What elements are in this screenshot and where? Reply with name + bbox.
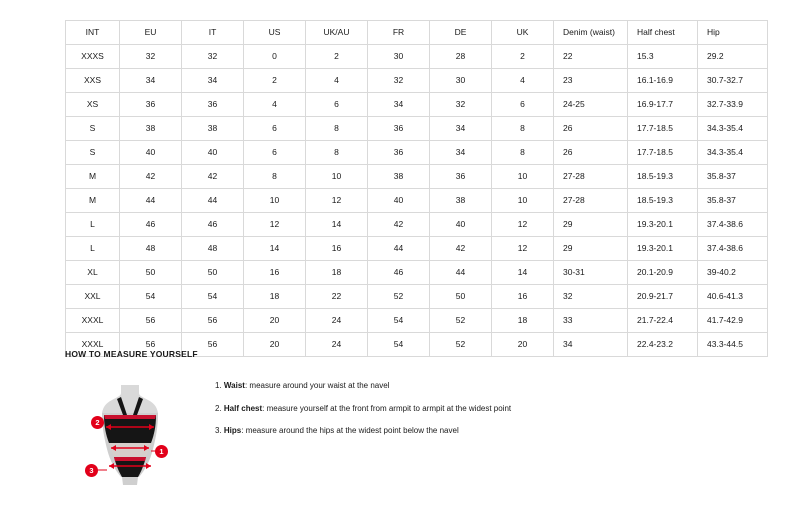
cell-it: 56 <box>182 309 244 333</box>
cell-fr: 46 <box>368 261 430 285</box>
cell-denim: 26 <box>554 117 628 141</box>
cell-fr: 54 <box>368 333 430 357</box>
cell-de: 44 <box>430 261 492 285</box>
how-to-measure-body <box>65 369 765 499</box>
cell-fr: 54 <box>368 309 430 333</box>
cell-half-chest: 20.9-21.7 <box>628 285 698 309</box>
cell-half-chest: 16.9-17.7 <box>628 93 698 117</box>
column-header-us: US <box>244 21 306 45</box>
cell-uk: 14 <box>492 261 554 285</box>
cell-uk-au: 8 <box>306 141 368 165</box>
table-row <box>66 213 768 237</box>
cell-uk-au: 24 <box>306 333 368 357</box>
cell-us: 10 <box>244 189 306 213</box>
cell-hip: 35.8-37 <box>698 189 768 213</box>
cell-hip: 30.7-32.7 <box>698 69 768 93</box>
cell-uk: 10 <box>492 189 554 213</box>
cell-denim: 30-31 <box>554 261 628 285</box>
cell-de: 34 <box>430 117 492 141</box>
cell-uk: 6 <box>492 93 554 117</box>
cell-it: 56 <box>182 333 244 357</box>
column-header-de: DE <box>430 21 492 45</box>
step-term-1: Waist <box>223 381 245 390</box>
cell-int: XXS <box>66 69 120 93</box>
cell-us: 6 <box>244 141 306 165</box>
cell-eu: 56 <box>120 309 182 333</box>
step-number-1: 1. <box>215 381 222 390</box>
cell-uk: 12 <box>492 237 554 261</box>
column-header-it: IT <box>182 21 244 45</box>
cell-hip: 41.7-42.9 <box>698 309 768 333</box>
cell-hip: 39-40.2 <box>698 261 768 285</box>
cell-uk-au: 8 <box>306 117 368 141</box>
column-header-int: INT <box>66 21 120 45</box>
cell-eu: 48 <box>120 237 182 261</box>
cell-denim: 27-28 <box>554 165 628 189</box>
cell-denim: 29 <box>554 213 628 237</box>
cell-half-chest: 19.3-20.1 <box>628 237 698 261</box>
table-row <box>66 261 768 285</box>
cell-fr: 36 <box>368 141 430 165</box>
cell-fr: 42 <box>368 213 430 237</box>
column-header-half-chest: Half chest <box>628 21 698 45</box>
cell-us: 4 <box>244 93 306 117</box>
cell-eu: 44 <box>120 189 182 213</box>
cell-uk-au: 12 <box>306 189 368 213</box>
cell-it: 34 <box>182 69 244 93</box>
cell-uk-au: 18 <box>306 261 368 285</box>
cell-de: 52 <box>430 309 492 333</box>
cell-int: M <box>66 189 120 213</box>
cell-uk: 12 <box>492 213 554 237</box>
cell-us: 20 <box>244 309 306 333</box>
cell-it: 48 <box>182 237 244 261</box>
cell-de: 52 <box>430 333 492 357</box>
column-header-denim-waist: Denim (waist) <box>554 21 628 45</box>
cell-int: M <box>66 165 120 189</box>
cell-denim: 32 <box>554 285 628 309</box>
cell-eu: 46 <box>120 213 182 237</box>
cell-int: L <box>66 213 120 237</box>
cell-uk-au: 22 <box>306 285 368 309</box>
cell-de: 38 <box>430 189 492 213</box>
measure-step-2 <box>215 404 511 414</box>
cell-uk: 18 <box>492 309 554 333</box>
cell-uk: 8 <box>492 117 554 141</box>
cell-fr: 30 <box>368 45 430 69</box>
cell-hip: 29.2 <box>698 45 768 69</box>
column-header-hip: Hip <box>698 21 768 45</box>
cell-half-chest: 18.5-19.3 <box>628 165 698 189</box>
cell-eu: 32 <box>120 45 182 69</box>
cell-fr: 32 <box>368 69 430 93</box>
step-text-2: : measure yourself at the front from armpit to armpit at the widest point <box>262 403 512 413</box>
how-to-measure-section <box>65 349 765 499</box>
measure-step-3 <box>215 426 511 436</box>
cell-int: S <box>66 117 120 141</box>
cell-int: XXXS <box>66 45 120 69</box>
step-term-3: Hips <box>223 426 242 436</box>
cell-half-chest: 18.5-19.3 <box>628 189 698 213</box>
cell-eu: 56 <box>120 333 182 357</box>
column-header-uk: UK <box>492 21 554 45</box>
cell-it: 42 <box>182 165 244 189</box>
cell-de: 36 <box>430 165 492 189</box>
cell-half-chest: 21.7-22.4 <box>628 309 698 333</box>
cell-it: 44 <box>182 189 244 213</box>
cell-hip: 34.3-35.4 <box>698 117 768 141</box>
cell-uk-au: 16 <box>306 237 368 261</box>
cell-us: 18 <box>244 285 306 309</box>
step-text-1: : measure around your waist at the navel <box>244 381 390 390</box>
table-row <box>66 45 768 69</box>
cell-it: 40 <box>182 141 244 165</box>
cell-eu: 50 <box>120 261 182 285</box>
cell-uk-au: 6 <box>306 93 368 117</box>
cell-us: 12 <box>244 213 306 237</box>
table-row <box>66 189 768 213</box>
cell-it: 46 <box>182 213 244 237</box>
cell-hip: 32.7-33.9 <box>698 93 768 117</box>
cell-fr: 38 <box>368 165 430 189</box>
size-table <box>65 20 768 357</box>
cell-us: 20 <box>244 333 306 357</box>
cell-it: 54 <box>182 285 244 309</box>
cell-us: 0 <box>244 45 306 69</box>
cell-eu: 34 <box>120 69 182 93</box>
column-header-eu: EU <box>120 21 182 45</box>
cell-uk: 20 <box>492 333 554 357</box>
cell-hip: 40.6-41.3 <box>698 285 768 309</box>
cell-fr: 40 <box>368 189 430 213</box>
cell-hip: 37.4-38.6 <box>698 213 768 237</box>
step-text-3: : measure around the hips at the widest point below the navel <box>241 426 459 436</box>
cell-fr: 52 <box>368 285 430 309</box>
cell-half-chest: 19.3-20.1 <box>628 213 698 237</box>
cell-de: 50 <box>430 285 492 309</box>
cell-hip: 43.3-44.5 <box>698 333 768 357</box>
cell-half-chest: 16.1-16.9 <box>628 69 698 93</box>
cell-it: 36 <box>182 93 244 117</box>
table-row <box>66 117 768 141</box>
cell-int: XXXL <box>66 333 120 357</box>
cell-denim: 29 <box>554 237 628 261</box>
cell-half-chest: 17.7-18.5 <box>628 117 698 141</box>
cell-denim: 22 <box>554 45 628 69</box>
cell-fr: 34 <box>368 93 430 117</box>
cell-uk-au: 4 <box>306 69 368 93</box>
cell-de: 28 <box>430 45 492 69</box>
cell-uk: 8 <box>492 141 554 165</box>
mannequin-figure <box>65 369 195 499</box>
table-row <box>66 165 768 189</box>
cell-eu: 54 <box>120 285 182 309</box>
cell-half-chest: 15.3 <box>628 45 698 69</box>
cell-denim: 24-25 <box>554 93 628 117</box>
cell-fr: 44 <box>368 237 430 261</box>
cell-uk: 2 <box>492 45 554 69</box>
size-table-container <box>65 20 743 357</box>
cell-hip: 34.3-35.4 <box>698 141 768 165</box>
size-table-body <box>66 45 768 357</box>
cell-uk-au: 2 <box>306 45 368 69</box>
cell-hip: 35.8-37 <box>698 165 768 189</box>
cell-it: 38 <box>182 117 244 141</box>
measure-steps-list <box>215 369 511 449</box>
cell-us: 2 <box>244 69 306 93</box>
column-header-fr: FR <box>368 21 430 45</box>
figure-badge-2: 2 <box>91 416 104 429</box>
cell-int: L <box>66 237 120 261</box>
cell-denim: 23 <box>554 69 628 93</box>
cell-uk: 10 <box>492 165 554 189</box>
table-row <box>66 69 768 93</box>
mannequin-illustration-icon <box>65 369 195 499</box>
cell-uk: 16 <box>492 285 554 309</box>
cell-uk-au: 24 <box>306 309 368 333</box>
figure-badge-1: 1 <box>155 445 168 458</box>
cell-half-chest: 20.1-20.9 <box>628 261 698 285</box>
cell-int: XL <box>66 261 120 285</box>
cell-us: 16 <box>244 261 306 285</box>
cell-uk: 4 <box>492 69 554 93</box>
table-header-row <box>66 21 768 45</box>
table-row <box>66 93 768 117</box>
cell-de: 34 <box>430 141 492 165</box>
cell-denim: 26 <box>554 141 628 165</box>
cell-eu: 38 <box>120 117 182 141</box>
cell-half-chest: 17.7-18.5 <box>628 141 698 165</box>
cell-de: 30 <box>430 69 492 93</box>
cell-de: 42 <box>430 237 492 261</box>
cell-denim: 33 <box>554 309 628 333</box>
cell-us: 6 <box>244 117 306 141</box>
table-row <box>66 309 768 333</box>
cell-uk-au: 10 <box>306 165 368 189</box>
table-row <box>66 285 768 309</box>
cell-half-chest: 22.4-23.2 <box>628 333 698 357</box>
figure-badge-3: 3 <box>85 464 98 477</box>
cell-fr: 36 <box>368 117 430 141</box>
how-to-measure-title: HOW TO MEASURE YOURSELF <box>65 349 198 359</box>
cell-denim: 34 <box>554 333 628 357</box>
step-term-2: Half chest <box>223 403 263 413</box>
cell-eu: 36 <box>120 93 182 117</box>
table-row <box>66 237 768 261</box>
cell-it: 32 <box>182 45 244 69</box>
cell-it: 50 <box>182 261 244 285</box>
cell-int: XXXL <box>66 309 120 333</box>
step-number-3: 3. <box>215 426 222 436</box>
table-row <box>66 141 768 165</box>
step-number-2: 2. <box>215 403 222 413</box>
measure-step-1 <box>215 381 511 391</box>
cell-de: 32 <box>430 93 492 117</box>
cell-int: XXL <box>66 285 120 309</box>
column-header-uk-au: UK/AU <box>306 21 368 45</box>
cell-int: S <box>66 141 120 165</box>
cell-int: XS <box>66 93 120 117</box>
cell-eu: 42 <box>120 165 182 189</box>
cell-denim: 27-28 <box>554 189 628 213</box>
cell-de: 40 <box>430 213 492 237</box>
cell-uk-au: 14 <box>306 213 368 237</box>
cell-eu: 40 <box>120 141 182 165</box>
cell-hip: 37.4-38.6 <box>698 237 768 261</box>
cell-us: 8 <box>244 165 306 189</box>
cell-us: 14 <box>244 237 306 261</box>
